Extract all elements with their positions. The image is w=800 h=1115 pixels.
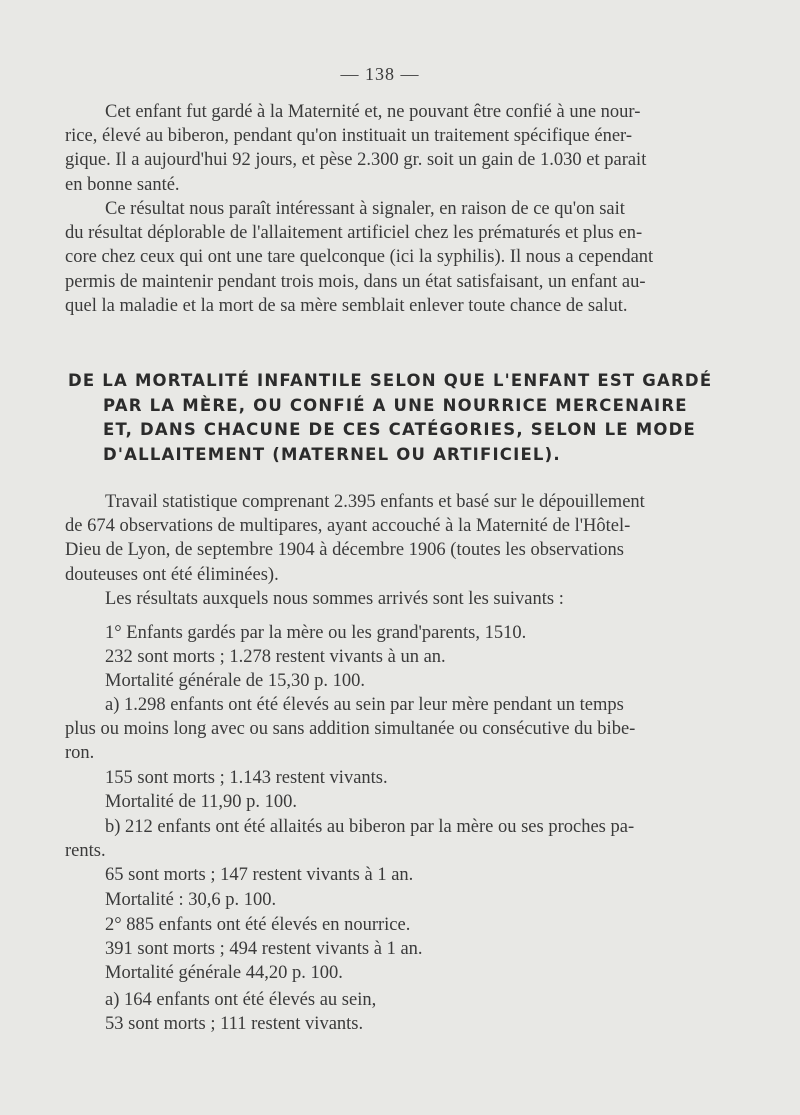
text-line: 1° Enfants gardés par la mère ou les grand'parents, 1510.: [105, 623, 527, 643]
heading-line: D'ALLAITEMENT (MATERNEL OU ARTIFICIEL).: [103, 444, 561, 464]
text-line: Mortalité générale 44,20 p. 100.: [105, 963, 343, 984]
text-line: rice, élevé au biberon, pendant qu'on instituait un traitement spécifique éner-: [65, 126, 633, 147]
page-number: — 138 —: [340, 64, 420, 84]
text-line: 232 sont morts ; 1.278 restent vivants à un an.: [105, 647, 446, 668]
text-line: Mortalité générale de 15,30 p. 100.: [105, 671, 365, 692]
text-line: de 674 observations de multipares, ayant accouché à la Maternité de l'Hôtel-: [65, 516, 631, 537]
text-line: douteuses ont été éliminées).: [65, 564, 279, 585]
text-line: Travail statistique comprenant 2.395 enfants et basé sur le dépouillement: [105, 492, 645, 512]
text-line: Mortalité : 30,6 p. 100.: [105, 889, 277, 910]
paragraph-2: [65, 197, 695, 318]
text-line: ron.: [65, 743, 95, 764]
paragraph-3: [65, 490, 695, 611]
text-line: en bonne santé.: [65, 174, 180, 195]
text-line: 2° 885 enfants ont été élevés en nourrice.: [105, 915, 411, 935]
text-line: du résultat déplorable de l'allaitement artificiel chez les prématurés et plus en-: [65, 223, 643, 244]
text-line: permis de maintenir pendant trois mois, dans un état satisfaisant, un enfant au-: [65, 271, 646, 292]
text-line: Mortalité de 11,90 p. 100.: [105, 791, 297, 812]
text-line: core chez ceux qui ont une tare quelconque (ici la syphilis). Il nous a cependant: [65, 247, 654, 268]
text-line: Ce résultat nous paraît intéressant à signaler, en raison de ce qu'on sait: [105, 199, 625, 219]
text-line: Dieu de Lyon, de septembre 1904 à décembre 1906 (toutes les observations: [65, 540, 624, 561]
text-line: rents.: [65, 841, 106, 862]
section-2: [105, 913, 695, 986]
heading-line: DE LA MORTALITÉ INFANTILE SELON QUE L'ENFANT EST GARDÉ: [68, 371, 713, 390]
text-line: 53 sont morts ; 111 restent vivants.: [105, 1014, 364, 1035]
text-line: plus ou moins long avec ou sans addition simultanée ou consécutive du bibe-: [65, 719, 636, 740]
text-line: b) 212 enfants ont été allaités au biberon par la mère ou ses proches pa-: [105, 817, 635, 837]
text-line: Les résultats auxquels nous sommes arrivés sont les suivants :: [105, 588, 564, 609]
text-line: gique. Il a aujourd'hui 92 jours, et pèse 2.300 gr. soit un gain de 1.030 et parait: [65, 150, 647, 171]
text-line: quel la maladie et la mort de sa mère semblait enlever toute chance de salut.: [65, 295, 628, 316]
section-2a: [105, 988, 695, 1036]
section-heading: [68, 369, 713, 467]
text-line: 391 sont morts ; 494 restent vivants à 1 an.: [105, 939, 423, 960]
heading-line: ET, DANS CHACUNE DE CES CATÉGORIES, SELON LE MODE: [103, 420, 696, 440]
section-1b: [65, 815, 695, 912]
text-line: a) 164 enfants ont été élevés au sein,: [105, 990, 377, 1010]
section-1a: [65, 693, 695, 814]
heading-line: PAR LA MÈRE, OU CONFIÉ A UNE NOURRICE MERCENAIRE: [103, 395, 688, 415]
text-line: Cet enfant fut gardé à la Maternité et, ne pouvant être confié à une nour-: [105, 102, 641, 122]
text-line: 65 sont morts ; 147 restent vivants à 1 an.: [105, 865, 414, 886]
text-line: a) 1.298 enfants ont été élevés au sein par leur mère pendant un temps: [105, 695, 624, 715]
text-line: 155 sont morts ; 1.143 restent vivants.: [105, 767, 388, 788]
section-1: [105, 621, 695, 694]
paragraph-1: [65, 100, 695, 197]
